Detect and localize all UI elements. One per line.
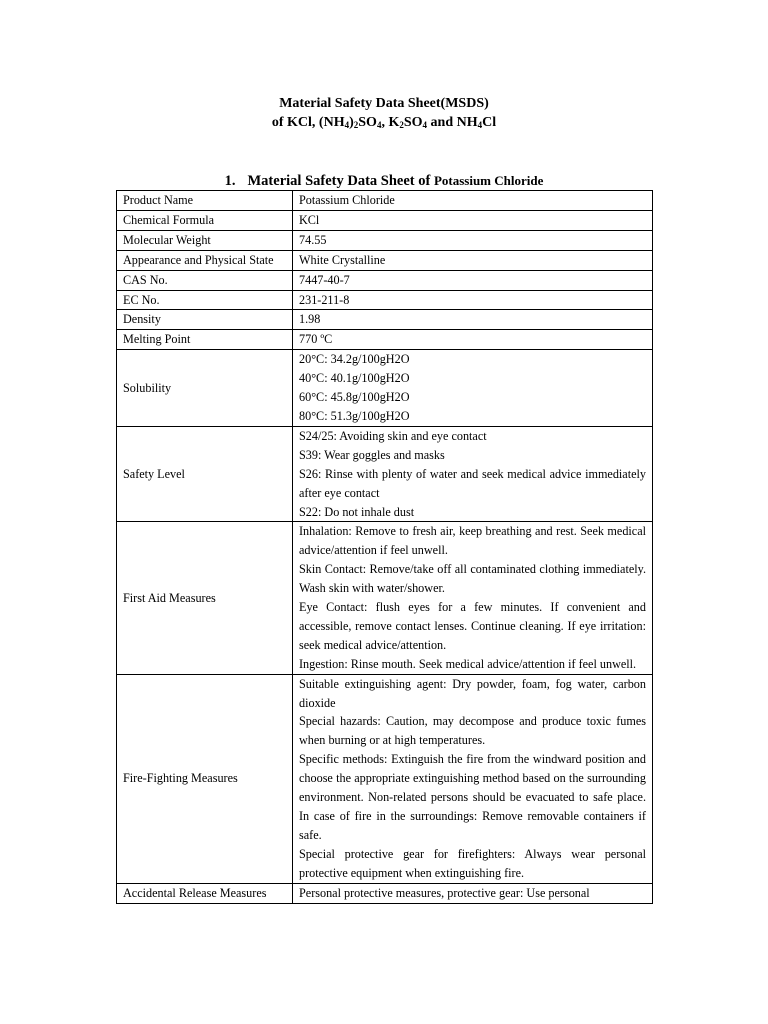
value-line: Personal protective measures, protective gear: Use personal [299,885,590,900]
value-line: S24/25: Avoiding skin and eye contact [299,428,487,443]
row-value [293,250,653,270]
title-text: SO [403,115,423,130]
row-value [293,270,653,290]
value-line: S39: Wear goggles and masks [299,447,445,462]
value-line: 40°C: 40.1g/100gH2O [299,371,410,386]
row-value [293,310,653,330]
value-line: Suitable extinguishing agent: Dry powder, foam, fog water, carbon dioxide [299,676,646,710]
subscript: 4 [344,120,350,130]
row-value [293,210,653,230]
row-value [293,674,653,883]
value-line: S22: Do not inhale dust [299,504,415,519]
row-value [293,290,653,310]
row-label: Product Name [117,191,293,211]
row-label: Fire-Fighting Measures [117,674,293,883]
table-row [117,522,653,674]
table-row [117,230,653,250]
value-line: 770 ºC [299,332,333,347]
table-row [117,270,653,290]
title-text: and NH [427,115,478,130]
title-line-2 [0,113,768,132]
value-line: 20°C: 34.2g/100gH2O [299,352,410,367]
row-value [293,426,653,522]
title-text: SO [358,115,377,130]
row-label: Appearance and Physical State [117,250,293,270]
value-line: Ingestion: Rinse mouth. Seek medical advice/attention if feel unwell. [299,656,637,671]
row-label: CAS No. [117,270,293,290]
table-row [117,426,653,522]
document-title [0,94,768,132]
row-label: EC No. [117,290,293,310]
msds-table-body [117,191,653,904]
row-label: Density [117,310,293,330]
value-line: 1.98 [299,312,321,327]
row-label: Molecular Weight [117,230,293,250]
value-line: Skin Contact: Remove/take off all contaminated clothing immediately. Wash skin with water/shower. [299,562,646,596]
table-row [117,191,653,211]
table-row [117,883,653,903]
row-value [293,883,653,903]
value-line: 74.55 [299,232,327,247]
value-line: KCl [299,212,320,227]
subscript: 4 [376,120,382,130]
subscript: 4 [422,120,428,130]
row-value [293,330,653,350]
row-label: Chemical Formula [117,210,293,230]
section-heading [0,171,768,191]
table-row [117,250,653,270]
row-label: Solubility [117,350,293,427]
row-label: Accidental Release Measures [117,883,293,903]
value-line: 60°C: 45.8g/100gH2O [299,390,410,405]
table-row [117,210,653,230]
value-line: Special protective gear for firefighters: Always wear personal protective equipment when extinguishing fire. [299,846,646,880]
section-heading-text: Material Safety Data Sheet of [247,173,431,189]
value-line: 231-211-8 [299,292,350,307]
section-subject: Potassium Chloride [433,173,544,188]
table-row [117,330,653,350]
row-label: Safety Level [117,426,293,522]
row-label: First Aid Measures [117,522,293,674]
table-row [117,674,653,883]
table-row [117,290,653,310]
row-value [293,350,653,427]
table-row [117,310,653,330]
value-line: 7447-40-7 [299,272,350,287]
title-text: Cl [482,115,497,130]
value-line: White Crystalline [299,252,386,267]
value-line: Specific methods: Extinguish the fire from the windward position and choose the appropriate extinguishing method based on the surrounding environment. Non-related persons should be evacuated to safe place. In case of fire in the surroundings: Remove removable containers if safe. [299,752,646,842]
value-line: S26: Rinse with plenty of water and seek medical advice immediately after eye contact [299,466,646,500]
subscript: 2 [353,120,359,130]
title-text: , K [381,115,400,130]
title-text: ) [349,115,354,130]
value-line: Potassium Chloride [299,193,395,207]
row-label: Melting Point [117,330,293,350]
value-line: Special hazards: Caution, may decompose and produce toxic fumes when burning or at high temperatures. [299,714,646,748]
title-text: of KCl, (NH [271,115,345,130]
subscript: 4 [477,120,483,130]
row-value [293,522,653,674]
subscript: 2 [399,120,404,130]
row-value [293,230,653,250]
title-line-1: Material Safety Data Sheet(MSDS) [279,96,489,111]
section-number: 1. [224,173,236,189]
value-line: Inhalation: Remove to fresh air, keep breathing and rest. Seek medical advice/attention if feel unwell. [299,524,646,558]
row-value [293,191,653,211]
table-row [117,350,653,427]
msds-table [116,190,653,904]
value-line: 80°C: 51.3g/100gH2O [299,408,410,423]
value-line: Eye Contact: flush eyes for a few minutes. If convenient and accessible, remove contact lenses. Continue cleaning. If eye irritation: seek medical advice/attention. [299,600,646,652]
